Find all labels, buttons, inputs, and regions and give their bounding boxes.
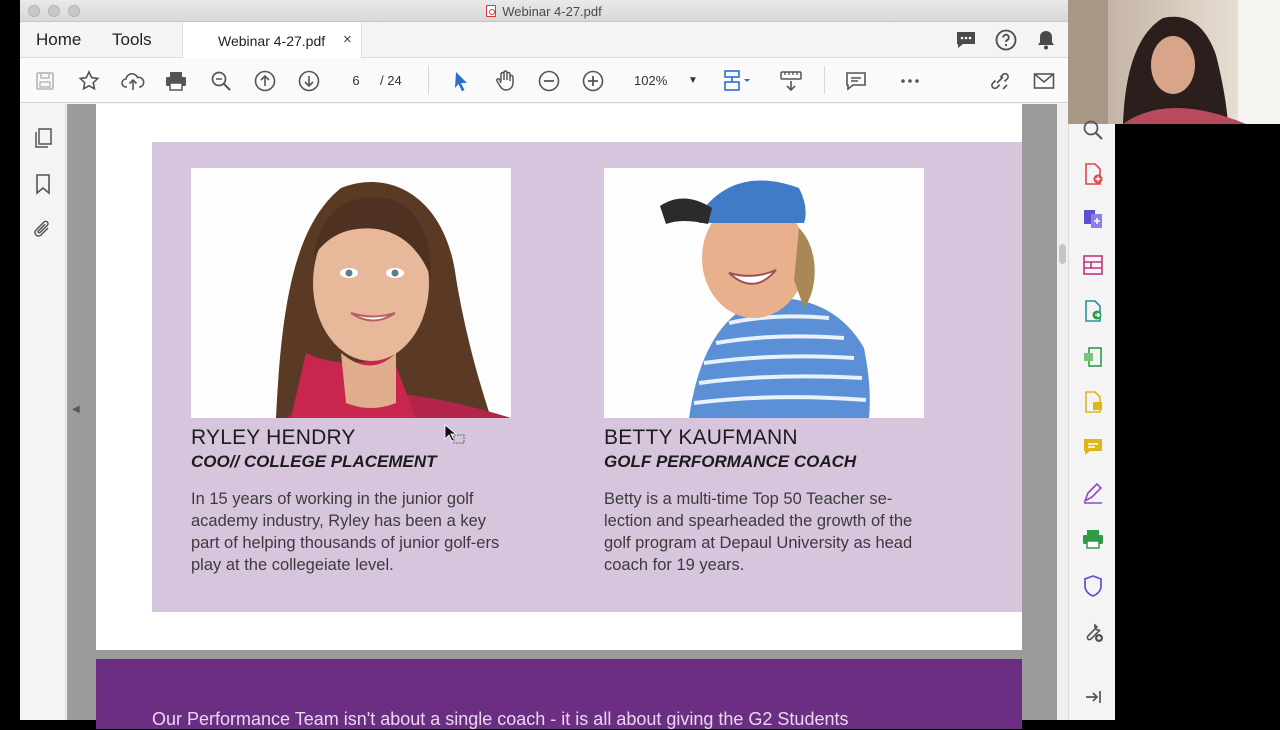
add-comment-icon[interactable] <box>843 68 869 94</box>
previous-page-icon[interactable] <box>252 68 278 94</box>
attachments-paperclip-icon[interactable] <box>31 218 55 242</box>
team-profiles-panel <box>152 142 1022 612</box>
email-icon[interactable] <box>1031 68 1057 94</box>
profile-photo <box>604 168 924 418</box>
profile-role: GOLF PERFORMANCE COACH <box>604 452 857 471</box>
fill-sign-icon[interactable] <box>1081 390 1105 414</box>
profile-card <box>191 168 511 576</box>
close-tab-icon[interactable]: × <box>343 31 352 48</box>
document-viewer[interactable] <box>67 104 1068 729</box>
protect-shield-icon[interactable] <box>1081 574 1105 598</box>
scrolling-mode-icon[interactable] <box>778 68 804 94</box>
combine-files-icon[interactable] <box>1081 207 1105 231</box>
bookmark-star-icon[interactable] <box>76 68 102 94</box>
save-icon[interactable] <box>32 68 58 94</box>
profile-photo <box>191 168 511 418</box>
document-tab[interactable] <box>182 22 362 59</box>
menu-tools[interactable]: Tools <box>112 30 152 49</box>
next-page-icon[interactable] <box>296 68 322 94</box>
scrollbar-thumb[interactable] <box>1059 244 1066 264</box>
page-total: / 24 <box>380 73 402 88</box>
window-title-text: Webinar 4-27.pdf <box>502 4 602 19</box>
more-options-icon[interactable] <box>897 68 923 94</box>
next-page-text: Our Performance Team isn't about a single coach - it is all about giving the G2 Students <box>152 709 849 729</box>
page-thumbnails-icon[interactable] <box>31 126 55 150</box>
mouse-cursor-icon <box>444 424 468 451</box>
profile-name: BETTY KAUFMANN <box>604 426 798 449</box>
print-production-icon[interactable] <box>1081 527 1105 551</box>
zoom-level-select[interactable] <box>624 68 704 94</box>
profile-bio: In 15 years of working in the junior golf academy industry, Ryley has been a key part of helping thousands of junior golf-ers play at the collegeiate level. <box>191 490 500 574</box>
zoom-search-icon[interactable] <box>208 68 234 94</box>
share-link-icon[interactable] <box>987 68 1013 94</box>
webcam-overlay <box>1068 0 1280 124</box>
pdf-file-icon <box>486 5 496 17</box>
help-icon[interactable] <box>994 28 1018 52</box>
collapse-tools-pane-icon[interactable] <box>1081 685 1105 709</box>
export-pdf-icon[interactable] <box>1081 299 1105 323</box>
comment-tool-icon[interactable] <box>1081 435 1105 459</box>
toolbar-divider <box>428 66 429 94</box>
zoom-level-value: 102% <box>634 73 668 88</box>
collapse-left-panel-icon[interactable]: ◀ <box>72 404 80 415</box>
next-pdf-page <box>96 659 1022 729</box>
profile-card <box>604 168 924 576</box>
organize-pages-icon[interactable] <box>1081 253 1105 277</box>
zoom-in-icon[interactable] <box>580 68 606 94</box>
notifications-bell-icon[interactable] <box>1034 28 1058 52</box>
screen-left-edge <box>0 0 20 720</box>
screen-right-edge <box>1115 124 1280 720</box>
chevron-down-icon: ▼ <box>688 75 698 86</box>
upload-cloud-icon[interactable] <box>120 68 146 94</box>
hand-tool-icon[interactable] <box>492 68 518 94</box>
more-tools-wrench-icon[interactable] <box>1081 620 1105 644</box>
main-toolbar <box>20 58 1068 103</box>
create-pdf-icon[interactable] <box>1081 162 1105 186</box>
profile-role: COO// COLLEGE PLACEMENT <box>191 452 437 471</box>
tools-pane <box>1068 124 1115 720</box>
profile-bio: Betty is a multi-time Top 50 Teacher se-lection and spearheaded the growth of the golf program at Depaul University as head coach for 19 years. <box>604 490 913 574</box>
acrobat-window <box>20 0 1068 729</box>
vertical-scrollbar[interactable] <box>1057 104 1068 720</box>
signature-pen-icon[interactable] <box>1081 481 1105 505</box>
profile-name: RYLEY HENDRY <box>191 426 356 449</box>
window-title <box>20 4 1068 19</box>
enhance-scans-icon[interactable] <box>1081 118 1105 142</box>
page-number-input[interactable]: 6 <box>352 73 360 88</box>
print-icon[interactable] <box>163 68 189 94</box>
title-bar <box>20 0 1068 22</box>
select-cursor-icon[interactable] <box>448 68 474 94</box>
pdf-page <box>96 104 1022 650</box>
page-display-icon[interactable] <box>724 68 750 94</box>
bookmarks-icon[interactable] <box>31 172 55 196</box>
comments-icon[interactable] <box>954 28 978 52</box>
zoom-out-icon[interactable] <box>536 68 562 94</box>
navigation-panel <box>20 104 66 720</box>
document-tab-label: Webinar 4-27.pdf <box>218 33 326 49</box>
menu-bar <box>20 22 1068 58</box>
toolbar-divider <box>824 66 825 94</box>
menu-home[interactable]: Home <box>36 30 82 49</box>
edit-pdf-icon[interactable] <box>1081 345 1105 369</box>
